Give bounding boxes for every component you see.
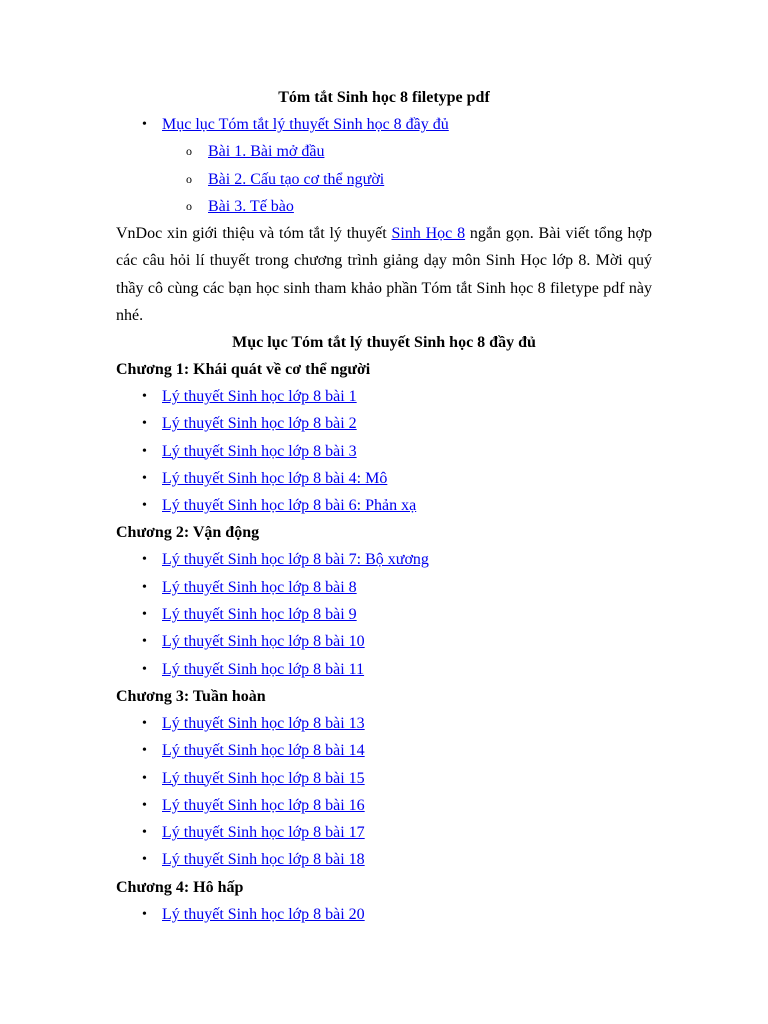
bullet-icon: • [142,552,147,568]
bullet-icon: • [142,825,147,841]
toc-sub-item [116,166,652,193]
lesson-link[interactable]: Lý thuyết Sinh học lớp 8 bài 11 [162,660,365,678]
chapters-list [116,356,652,928]
bullet-icon: • [142,743,147,759]
bullet-icon: • [142,906,147,922]
circle-bullet-icon: o [186,198,192,213]
list-item [116,656,652,683]
list-item [116,492,652,519]
lesson-link[interactable]: Lý thuyết Sinh học lớp 8 bài 3 [162,442,357,460]
lesson-link[interactable]: Lý thuyết Sinh học lớp 8 bài 6: Phản xạ [162,497,417,515]
section-title: Mục lục Tóm tắt lý thuyết Sinh học 8 đầy đủ [232,334,536,351]
list-item [116,410,652,437]
document-title: Tóm tắt Sinh học 8 filetype pdf [278,89,490,106]
lesson-link[interactable]: Lý thuyết Sinh học lớp 8 bài 7: Bộ xương [162,551,429,569]
lesson-link[interactable]: Lý thuyết Sinh học lớp 8 bài 1 [162,388,357,405]
toc-link-bai-3[interactable]: Bài 3. Tế bào [208,197,294,215]
document-content [116,84,652,928]
intro-text-before: VnDoc xin giới thiệu và tóm tắt lý thuyết [116,225,392,243]
lesson-link[interactable]: Lý thuyết Sinh học lớp 8 bài 8 [162,578,357,596]
bullet-icon: • [142,715,147,731]
chapter-link-list [116,901,652,928]
sinh-hoc-8-link[interactable]: Sinh Học 8 [391,225,466,243]
bullet-icon: • [142,634,147,650]
list-item [116,901,652,928]
lesson-link[interactable]: Lý thuyết Sinh học lớp 8 bài 14 [162,742,365,760]
list-item [116,737,652,764]
list-item [116,846,652,873]
circle-bullet-icon: o [186,144,192,159]
bullet-icon: • [142,797,147,813]
lesson-link[interactable]: Lý thuyết Sinh học lớp 8 bài 13 [162,714,365,732]
bullet-icon: • [142,470,147,486]
bullet-icon: • [142,579,147,595]
lesson-link[interactable]: Lý thuyết Sinh học lớp 8 bài 20 [162,905,365,923]
bullet-icon: • [142,389,147,404]
lesson-link[interactable]: Lý thuyết Sinh học lớp 8 bài 4: Mô [162,469,388,487]
list-item [116,819,652,846]
bullet-icon: • [142,117,147,132]
toc-sub-item [116,138,652,165]
chapter-link-list [116,383,652,519]
bullet-icon: • [142,770,147,786]
bullet-icon: • [142,607,147,623]
chapter-title: Chương 1: Khái quát về cơ thể người [116,361,371,378]
lesson-link[interactable]: Lý thuyết Sinh học lớp 8 bài 16 [162,796,365,814]
bullet-icon: • [142,852,147,868]
bullet-icon: • [142,498,147,514]
list-item [116,628,652,655]
toc-sub-item [116,193,652,220]
intro-paragraph [116,220,652,329]
table-of-contents [116,111,652,220]
toc-link-bai-2[interactable]: Bài 2. Cấu tạo cơ thể người [208,170,385,188]
lesson-link[interactable]: Lý thuyết Sinh học lớp 8 bài 18 [162,851,365,869]
list-item [116,765,652,792]
circle-bullet-icon: o [186,171,192,186]
toc-link-bai-1[interactable]: Bài 1. Bài mở đầu [208,143,325,161]
intro-text-after: ngắn gọn. Bài viết tổng hợp các câu hỏi lí thuyết trong chương trình giảng dạy môn Sinh Học lớp 8. Mời quý thầy cô cùng các bạn học sinh tham khảo phần Tóm tắt Sinh học 8 filetype pdf này nhé. [116,225,653,324]
bullet-icon: • [142,443,147,459]
list-item [116,383,652,410]
chapter-title: Chương 3: Tuần hoàn [116,687,266,705]
lesson-link[interactable]: Lý thuyết Sinh học lớp 8 bài 9 [162,606,357,624]
list-item [116,546,652,573]
lesson-link[interactable]: Lý thuyết Sinh học lớp 8 bài 15 [162,769,365,787]
list-item [116,438,652,465]
toc-main-item [116,111,652,138]
bullet-icon: • [142,661,147,677]
list-item [116,710,652,737]
bullet-icon: • [142,416,147,432]
list-item [116,792,652,819]
list-item [116,465,652,492]
chapter-title: Chương 2: Vận động [116,524,260,542]
chapter-title: Chương 4: Hô hấp [116,878,244,896]
toc-main-link[interactable]: Mục lục Tóm tắt lý thuyết Sinh học 8 đầy đủ [162,116,449,133]
lesson-link[interactable]: Lý thuyết Sinh học lớp 8 bài 17 [162,824,365,842]
chapter-link-list [116,546,652,682]
list-item [116,601,652,628]
lesson-link[interactable]: Lý thuyết Sinh học lớp 8 bài 10 [162,633,365,651]
chapter-link-list [116,710,652,874]
lesson-link[interactable]: Lý thuyết Sinh học lớp 8 bài 2 [162,415,357,433]
list-item [116,574,652,601]
